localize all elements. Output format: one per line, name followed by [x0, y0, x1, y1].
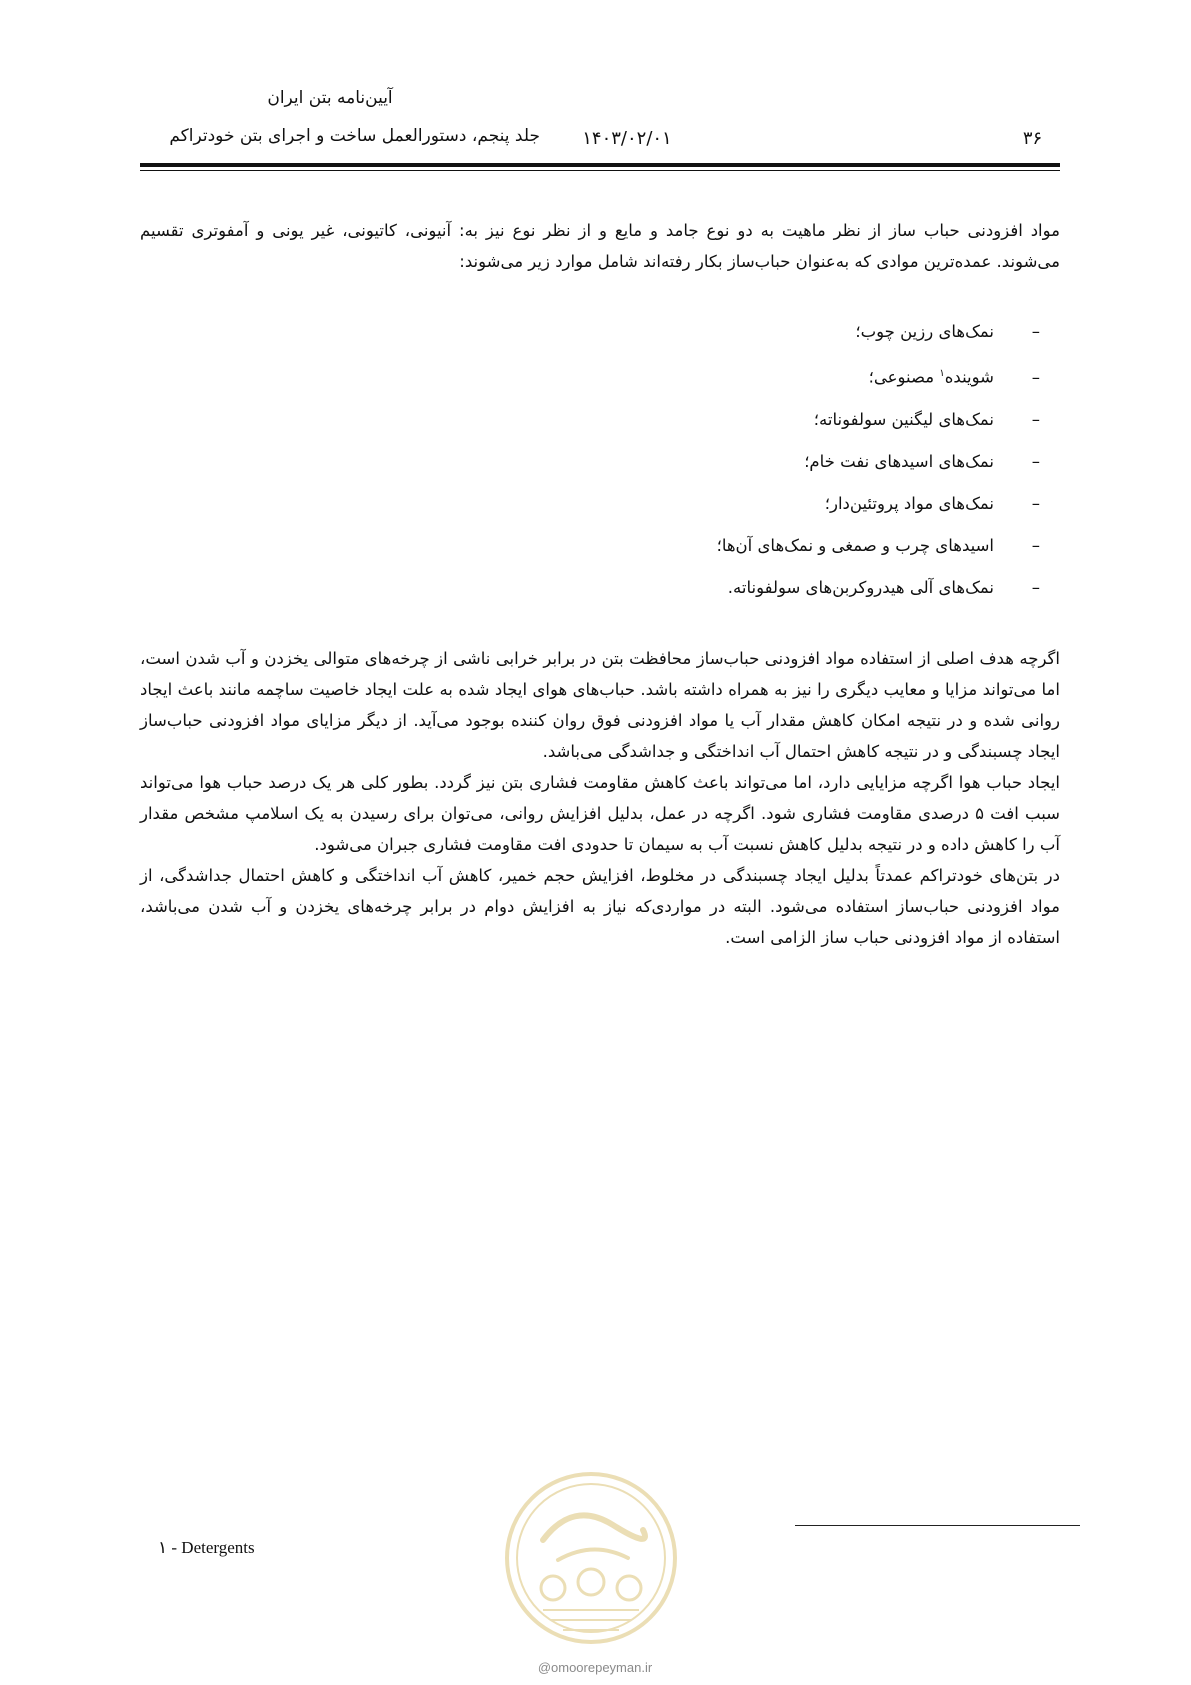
list-item [140, 567, 1040, 609]
paragraph: اگرچه هدف اصلی از استفاده مواد افزودنی حباب‌ساز محافظت بتن در برابر خرابی ناشی از چرخه‌های متوالی یخزدن و آب شدن است، اما می‌تواند مزایا و معایب دیگری را نیز به همراه داشته باشد. حباب‌های هوای ایجاد شده به علت ایجاد خاصیت ساچمه مانند باعث ایجاد روانی شده و در نتیجه امکان کاهش مقدار آب یا مواد افزودنی فوق روان کننده بوجود می‌آید. از دیگر مزایای مواد افزودنی حباب‌ساز ایجاد چسبندگی و در نتیجه کاهش احتمال آب انداختگی و جداشدگی می‌باشد. [140, 648, 1060, 761]
list-item [140, 399, 1040, 441]
footnote-rule [795, 1525, 1080, 1526]
page-number: ۳۶ [1022, 128, 1043, 149]
header-title: آیین‌نامه بتن ایران [267, 88, 393, 108]
list-item [140, 353, 1040, 399]
list-item [140, 483, 1040, 525]
paragraph: در بتن‌های خودتراکم عمدتاً بدلیل ایجاد چسبندگی در مخلوط، افزایش حجم خمیر، کاهش آب انداختگی و کاهش احتمال جداشدگی، از مواد افزودنی حباب‌ساز استفاده می‌شود. البته در مواردی‌که نیاز به افزایش دوام در برابر چرخه‌های یخزدن و آب شدن می‌باشد، استفاده از مواد افزودنی حباب ساز الزامی است. [140, 865, 1060, 947]
dash-marker: – [1031, 493, 1040, 513]
list-item-word: شوینده [944, 367, 994, 387]
list-item-tail: مصنوعی؛ [868, 367, 940, 387]
bullet-list [140, 311, 1060, 609]
watermark-seal-icon [503, 1470, 679, 1646]
list-item-text: اسیدهای چرب و صمغی و نمک‌های آن‌ها؛ [716, 535, 994, 555]
footnote: ۱ - Detergents [158, 1538, 255, 1557]
dash-marker: – [1031, 451, 1040, 471]
list-item [140, 441, 1040, 483]
dash-marker: – [1031, 577, 1040, 597]
dash-marker: – [1031, 409, 1040, 429]
body-content [140, 215, 1060, 953]
dash-marker: – [1031, 322, 1040, 341]
list-item-text: نمک‌های آلی هیدروکربن‌های سولفوناته. [727, 577, 994, 597]
list-item-text: نمک‌های مواد پروتئین‌دار؛ [824, 493, 994, 513]
list-item [140, 525, 1040, 567]
dash-marker: – [1031, 367, 1040, 387]
list-item [140, 311, 1040, 353]
paragraph: ایجاد حباب هوا اگرچه مزایایی دارد، اما می‌تواند باعث کاهش مقاومت فشاری بتن نیز گردد. بطور کلی هر یک درصد حباب هوا می‌تواند سبب افت ۵ درصدی مقاومت فشاری شود. اگرچه در عمل، بدلیل افزایش روانی، می‌توان برای رسیدن به یک اسلامپ مشخص مقدار آب را کاهش داده و در نتیجه بدلیل کاهش نسبت آب به سیمان تا حدودی افت مقاومت فشاری جبران می‌شود. [140, 772, 1061, 854]
footnote-marker: ۱ [939, 368, 945, 379]
list-item-text: نمک‌های لیگنین سولفوناته؛ [813, 409, 994, 429]
header-rule-thick [140, 163, 1060, 167]
list-item-text [869, 353, 994, 399]
list-item-text: نمک‌های رزین چوب؛ [855, 322, 994, 341]
header-rule-thin [140, 170, 1060, 171]
header-date: ۱۴۰۳/۰۲/۰۱ [582, 128, 672, 149]
watermark-caption: @omoorepeyman.ir [537, 1660, 653, 1675]
header-subtitle: جلد پنجم، دستورالعمل ساخت و اجرای بتن خودتراکم [169, 126, 540, 146]
intro-paragraph: مواد افزودنی حباب ساز از نظر ماهیت به دو نوع جامد و مایع و از نظر نوع نیز به: آنیونی، کاتیونی، غیر یونی و آمفوتری تقسیم می‌شوند. عمده‌ترین موادی که به‌عنوان حباب‌ساز بکار رفته‌اند شامل موارد زیر می‌شوند: [140, 221, 1060, 271]
list-item-text: نمک‌های اسیدهای نفت خام؛ [804, 451, 994, 471]
dash-marker: – [1031, 535, 1040, 555]
